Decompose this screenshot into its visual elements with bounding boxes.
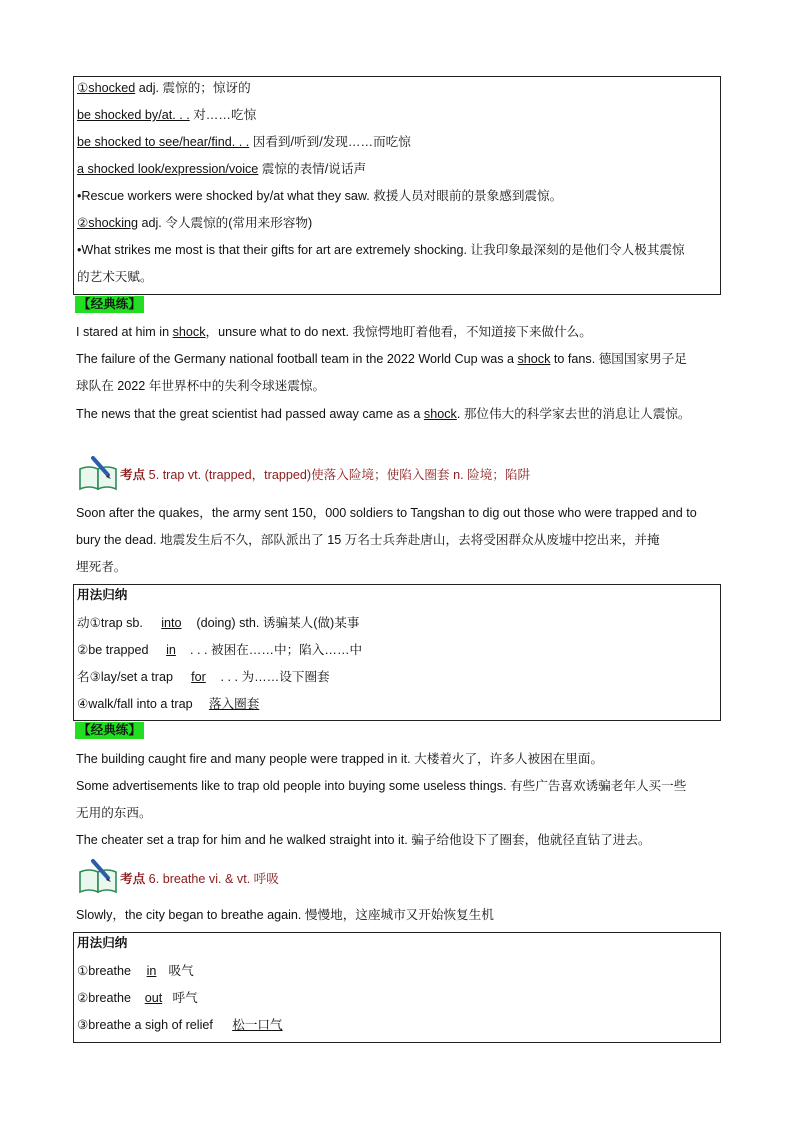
book-pen-icon [77,455,121,493]
paragraph: 埋死者。 [76,560,127,574]
usage-row: ②breathe out 呼气 [77,991,198,1005]
example-sentence: •Rescue workers were shocked by/at what they saw. 救援人员对眼前的景象感到震惊。 [77,189,563,203]
usage-heading: 用法归纳 [77,588,128,602]
example-sentence: •What strikes me most is that their gifts for art are extremely shocking. 让我印象最深刻的是他们令人极其震惊 [77,243,685,257]
usage-row: ①breathe in 吸气 [77,964,194,978]
practice-sentence: Some advertisements like to trap old people into buying some useless things. 有些广告喜欢诱骗老年人买一些 [76,779,687,793]
usage-row: ④walk/fall into a trap 落入圈套 [77,697,260,711]
practice-sentence: The news that the great scientist had passed away came as a shock. 那位伟大的科学家去世的消息让人震惊。 [76,407,691,421]
example-sentence: 的艺术天赋。 [77,270,153,284]
usage-row: ②be trapped in . . . 被困在……中；陷入……中 [77,643,363,657]
practice-sentence: The failure of the Germany national football team in the 2022 World Cup was a shock to fans. 德国国家男子足 [76,352,687,366]
practice-sentence: The cheater set a trap for him and he walked straight into it. 骗子给他设下了圈套，他就径直钻了进去。 [76,833,651,847]
paragraph: Soon after the quakes，the army sent 150，000 soldiers to Tangshan to dig out those who were trapped and to [76,506,697,520]
box-line: be shocked to see/hear/find. . . 因看到/听到/发现……而吃惊 [77,135,411,149]
box-line: a shocked look/expression/voice 震惊的表情/说话声 [77,162,367,176]
kaodian-title: 考点 6. breathe vi. & vt. 呼吸 [120,872,279,886]
paragraph: bury the dead. 地震发生后不久，部队派出了 15 万名士兵奔赴唐山，去将受困群众从废墟中挖出来，并掩 [76,533,660,547]
breathe-usage-box [73,932,721,1043]
trap-usage-box [73,584,721,721]
usage-row: 名③lay/set a trap for . . . 为……设下圈套 [77,670,330,684]
box-line: be shocked by/at. . . 对……吃惊 [77,108,257,122]
paragraph: Slowly，the city began to breathe again. 慢慢地，这座城市又开始恢复生机 [76,908,494,922]
practice-sentence: I stared at him in shock，unsure what to do next. 我惊愕地盯着他看，不知道接下来做什么。 [76,325,592,339]
practice-tag: 【经典练】 [75,296,144,313]
box-line: ①shocked adj. 震惊的；惊讶的 [77,81,251,95]
practice-sentence: The building caught fire and many people were trapped in it. 大楼着火了，许多人被困在里面。 [76,752,604,766]
usage-row: 动①trap sb. into (doing) sth. 诱骗某人(做)某事 [77,616,360,630]
practice-sentence: 球队在 2022 年世界杯中的失利令球迷震惊。 [76,379,326,393]
usage-row: ③breathe a sigh of relief 松一口气 [77,1018,283,1032]
usage-heading: 用法归纳 [77,936,128,950]
box-line: ②shocking adj. 令人震惊的(常用来形容物) [77,216,313,230]
book-pen-icon [77,858,121,896]
kaodian-title: 考点 5. trap vt. (trapped，trapped)使落入险境；使陷入圈套 n. 险境；陷阱 [120,468,531,482]
practice-tag: 【经典练】 [75,722,144,739]
practice-sentence: 无用的东西。 [76,806,152,820]
shocked-usage-box [73,76,721,295]
